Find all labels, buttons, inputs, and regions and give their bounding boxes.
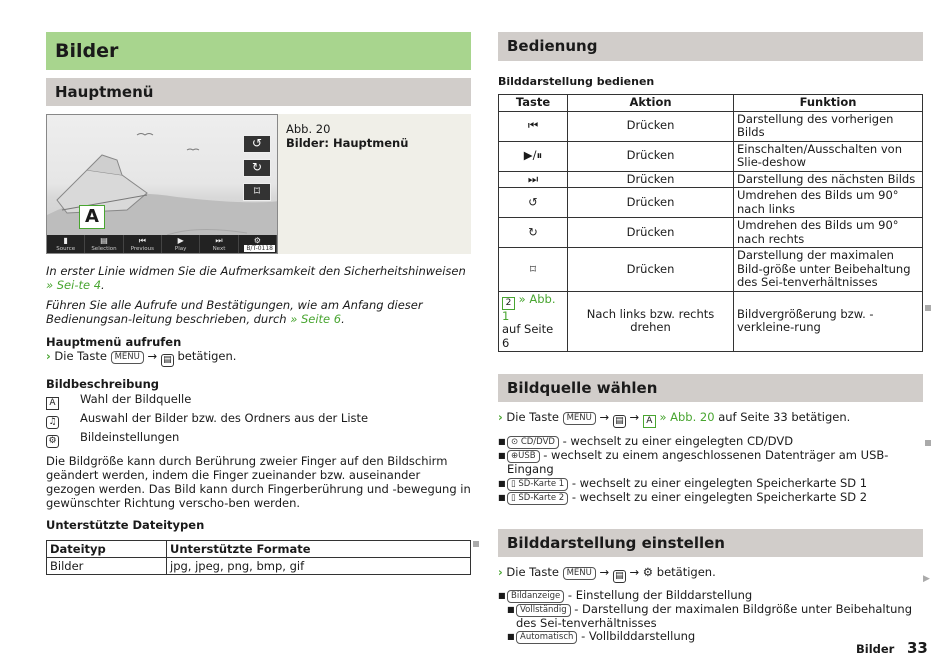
intro-paragraph-1: In erster Linie widmen Sie die Aufmerksamkeit den Sicherheitshinweisen » Sei-te 4. xyxy=(46,264,466,292)
filetypes-header: Unterstützte Formate xyxy=(167,541,471,558)
bar-settings[interactable]: ⚙ xyxy=(239,235,277,253)
bar-previous[interactable]: ⏮ Previous xyxy=(124,235,162,253)
rotate-left-icon: ↺ xyxy=(499,188,568,218)
fit-screen-icon: ⌑ xyxy=(499,248,568,292)
list-item: ■ Bildanzeige - Einstellung der Bilddarstellung xyxy=(498,587,753,602)
op-header: Taste xyxy=(499,95,568,112)
table-row: ▶/⏸ Drücken Einschalten/Ausschalten von Slie-deshow xyxy=(499,141,923,171)
menu-key: MENU xyxy=(111,351,144,364)
table-row: ⏮ Drücken Darstellung des vorherigen Bilds xyxy=(499,111,923,141)
figure-hauptmenue xyxy=(46,114,471,254)
figure-caption xyxy=(278,114,408,254)
list-item: ■ ⊕USB - wechselt zu einem angeschlossenen Datenträger am USB-Eingang xyxy=(498,448,889,476)
page-title: Bilder xyxy=(46,32,471,70)
list-item: ■ Automatisch - Vollbilddarstellung xyxy=(507,629,696,643)
list-item: ■ ⊙ CD/DVD - wechselt zu einer eingelegten CD/DVD xyxy=(498,434,794,448)
link-seite-4[interactable]: » Sei-te 4 xyxy=(46,278,102,292)
fit-screen-icon[interactable]: ⌑ xyxy=(243,183,271,201)
next-icon: ⏭ xyxy=(499,171,568,188)
menu-key: MENU xyxy=(563,412,596,425)
heading-dateitypen: Unterstützte Dateitypen xyxy=(46,518,205,532)
section-title-bilddarstellung: Bilddarstellung einstellen xyxy=(498,529,923,557)
usb-key: ⊕USB xyxy=(507,450,540,463)
desc-item-folder: ♫ Auswahl der Bilder bzw. des Ordners aus der Liste xyxy=(46,410,471,429)
continue-arrow-icon: ▶ xyxy=(923,574,930,584)
heading-hauptmenue-aufrufen: Hauptmenü aufrufen xyxy=(46,335,182,349)
image-code: B/T-0118 xyxy=(246,245,273,252)
a-key-icon: A xyxy=(46,397,59,410)
intro-paragraph-2: Führen Sie alle Aufrufe und Bestätigungen, wie am Anfang dieser Bedienungsan-leitung beschrieben, durch » Seite 6. xyxy=(46,298,423,326)
arrow-right-icon: → xyxy=(629,410,640,424)
bar-next[interactable]: ⏭ Next xyxy=(200,235,238,253)
filetypes-table xyxy=(46,540,471,575)
figure-number: Abb. 20 xyxy=(286,122,331,136)
page-number: 33 xyxy=(907,639,928,657)
folder-icon: ▤ xyxy=(161,354,174,367)
bar-source[interactable]: ▮ Source xyxy=(47,235,85,253)
list-item: ■ ▯ SD-Karte 1 - wechselt zu einer eingelegten Speicherkarte SD 1 xyxy=(498,475,868,490)
source-list xyxy=(498,435,923,505)
desc-paragraph: Die Bildgröße kann durch Berührung zweier Finger auf den Bildschirm geändert werden, indem die Finger zueinander bzw. auseinander gezogen werden. Das Bild kann durch Fingerberührung und -bewegung in gewünschter Richtung verscho-ben werden. xyxy=(46,454,471,510)
desc-item-a: A Wahl der Bildquelle xyxy=(46,391,471,410)
step-bilddarstellung: › Die Taste MENU → ▤ → ⚙ betätigen. xyxy=(498,564,716,581)
bar-selection[interactable]: ▤ Selection xyxy=(85,235,123,253)
list-item: ■ ▯ SD-Karte 2 - wechselt zu einer eingelegten Speicherkarte SD 2 xyxy=(498,489,868,504)
op-header: Funktion xyxy=(734,95,923,112)
folder-icon: ♫ xyxy=(46,416,59,429)
chevron-right-icon: › xyxy=(498,564,503,579)
figure-title: Bilder: Hauptmenü xyxy=(286,136,409,150)
callout-a: A xyxy=(79,205,105,229)
table-row: Bilder jpg, jpeg, png, bmp, gif xyxy=(47,558,471,575)
vollstaendig-key: Vollständig xyxy=(516,604,571,617)
knob-reference: 2 » Abb. 1 auf Seite 6 xyxy=(499,291,568,352)
op-header: Aktion xyxy=(568,95,734,112)
rotate-left-icon[interactable]: ↺ xyxy=(243,135,271,153)
rotate-right-icon: ↻ xyxy=(499,218,568,248)
heading-bildbeschreibung: Bildbeschreibung xyxy=(46,377,160,391)
section-end-marker xyxy=(925,440,931,446)
section-title-hauptmenue: Hauptmenü xyxy=(46,78,471,106)
section-title-bildquelle: Bildquelle wählen xyxy=(498,374,923,402)
menu-key: MENU xyxy=(563,567,596,580)
step-bildquelle: › Die Taste MENU → ▤ → A » Abb. 20 auf Seite 33 betätigen. xyxy=(498,410,851,426)
step-hauptmenue: › Die Taste MENU → ▤ betätigen. xyxy=(46,349,237,365)
hauptmenue-screenshot xyxy=(46,114,278,254)
arrow-right-icon: → xyxy=(599,564,610,579)
section-end-marker xyxy=(925,305,931,311)
arrow-right-icon: → xyxy=(147,349,158,363)
subheading-bilddarstellung: Bilddarstellung bedienen xyxy=(498,75,655,88)
link-abb-1[interactable]: » Abb. 1 xyxy=(502,291,556,323)
table-row: ⌑ Drücken Darstellung der maximalen Bild-größe unter Beibehaltung des Sei-tenverhältnisses xyxy=(499,248,923,292)
chevron-right-icon: › xyxy=(498,410,503,424)
folder-icon: ▤ xyxy=(613,415,626,428)
play-pause-icon: ▶/⏸ xyxy=(499,141,568,171)
table-row: ↻ Drücken Umdrehen des Bilds um 90° nach rechts xyxy=(499,218,923,248)
bar-play[interactable]: ▶ Play xyxy=(162,235,200,253)
list-item: ■ Vollständig - Darstellung der maximalen Bildgröße unter Beibehaltung des Sei-tenverhältnisses xyxy=(507,601,913,630)
settings-list xyxy=(498,589,923,645)
gear-icon: ⚙ xyxy=(46,435,59,448)
table-row: ↺ Drücken Umdrehen des Bilds um 90° nach links xyxy=(499,188,923,218)
sd-card-2-key: ▯ SD-Karte 2 xyxy=(507,492,568,505)
gear-icon: ⚙ xyxy=(642,564,654,579)
chevron-right-icon: › xyxy=(46,349,51,363)
automatisch-key: Automatisch xyxy=(516,631,577,644)
table-row: ⏭ Drücken Darstellung des nächsten Bilds xyxy=(499,171,923,188)
knob-2-icon: 2 xyxy=(502,297,515,310)
bildanzeige-key: Bildanzeige xyxy=(507,590,564,603)
arrow-right-icon: → xyxy=(599,410,610,424)
screen-bottom-bar xyxy=(47,235,277,253)
link-seite-6[interactable]: » Seite 6 xyxy=(290,312,342,326)
left-column xyxy=(46,32,471,575)
sd-card-1-key: ▯ SD-Karte 1 xyxy=(507,478,568,491)
rotate-right-icon[interactable]: ↻ xyxy=(243,159,271,177)
operation-table xyxy=(498,94,923,352)
link-abb-20[interactable]: » Abb. 20 xyxy=(659,410,715,424)
cd-dvd-key: ⊙ CD/DVD xyxy=(507,436,559,449)
previous-icon: ⏮ xyxy=(499,111,568,141)
filetypes-header: Dateityp xyxy=(47,541,167,558)
right-column xyxy=(498,32,923,644)
table-row: 2 » Abb. 1 auf Seite 6 Nach links bzw. rechts drehen Bildvergrößerung bzw. -verkleine-rung xyxy=(499,291,923,352)
arrow-right-icon: → xyxy=(629,564,640,579)
section-end-marker xyxy=(473,541,479,547)
folder-icon: ▤ xyxy=(613,570,626,583)
desc-item-gear: ⚙ Bildeinstellungen xyxy=(46,429,471,448)
footer-title: Bilder xyxy=(856,642,895,656)
section-title-bedienung: Bedienung xyxy=(498,32,923,61)
a-key-icon: A xyxy=(643,415,656,428)
